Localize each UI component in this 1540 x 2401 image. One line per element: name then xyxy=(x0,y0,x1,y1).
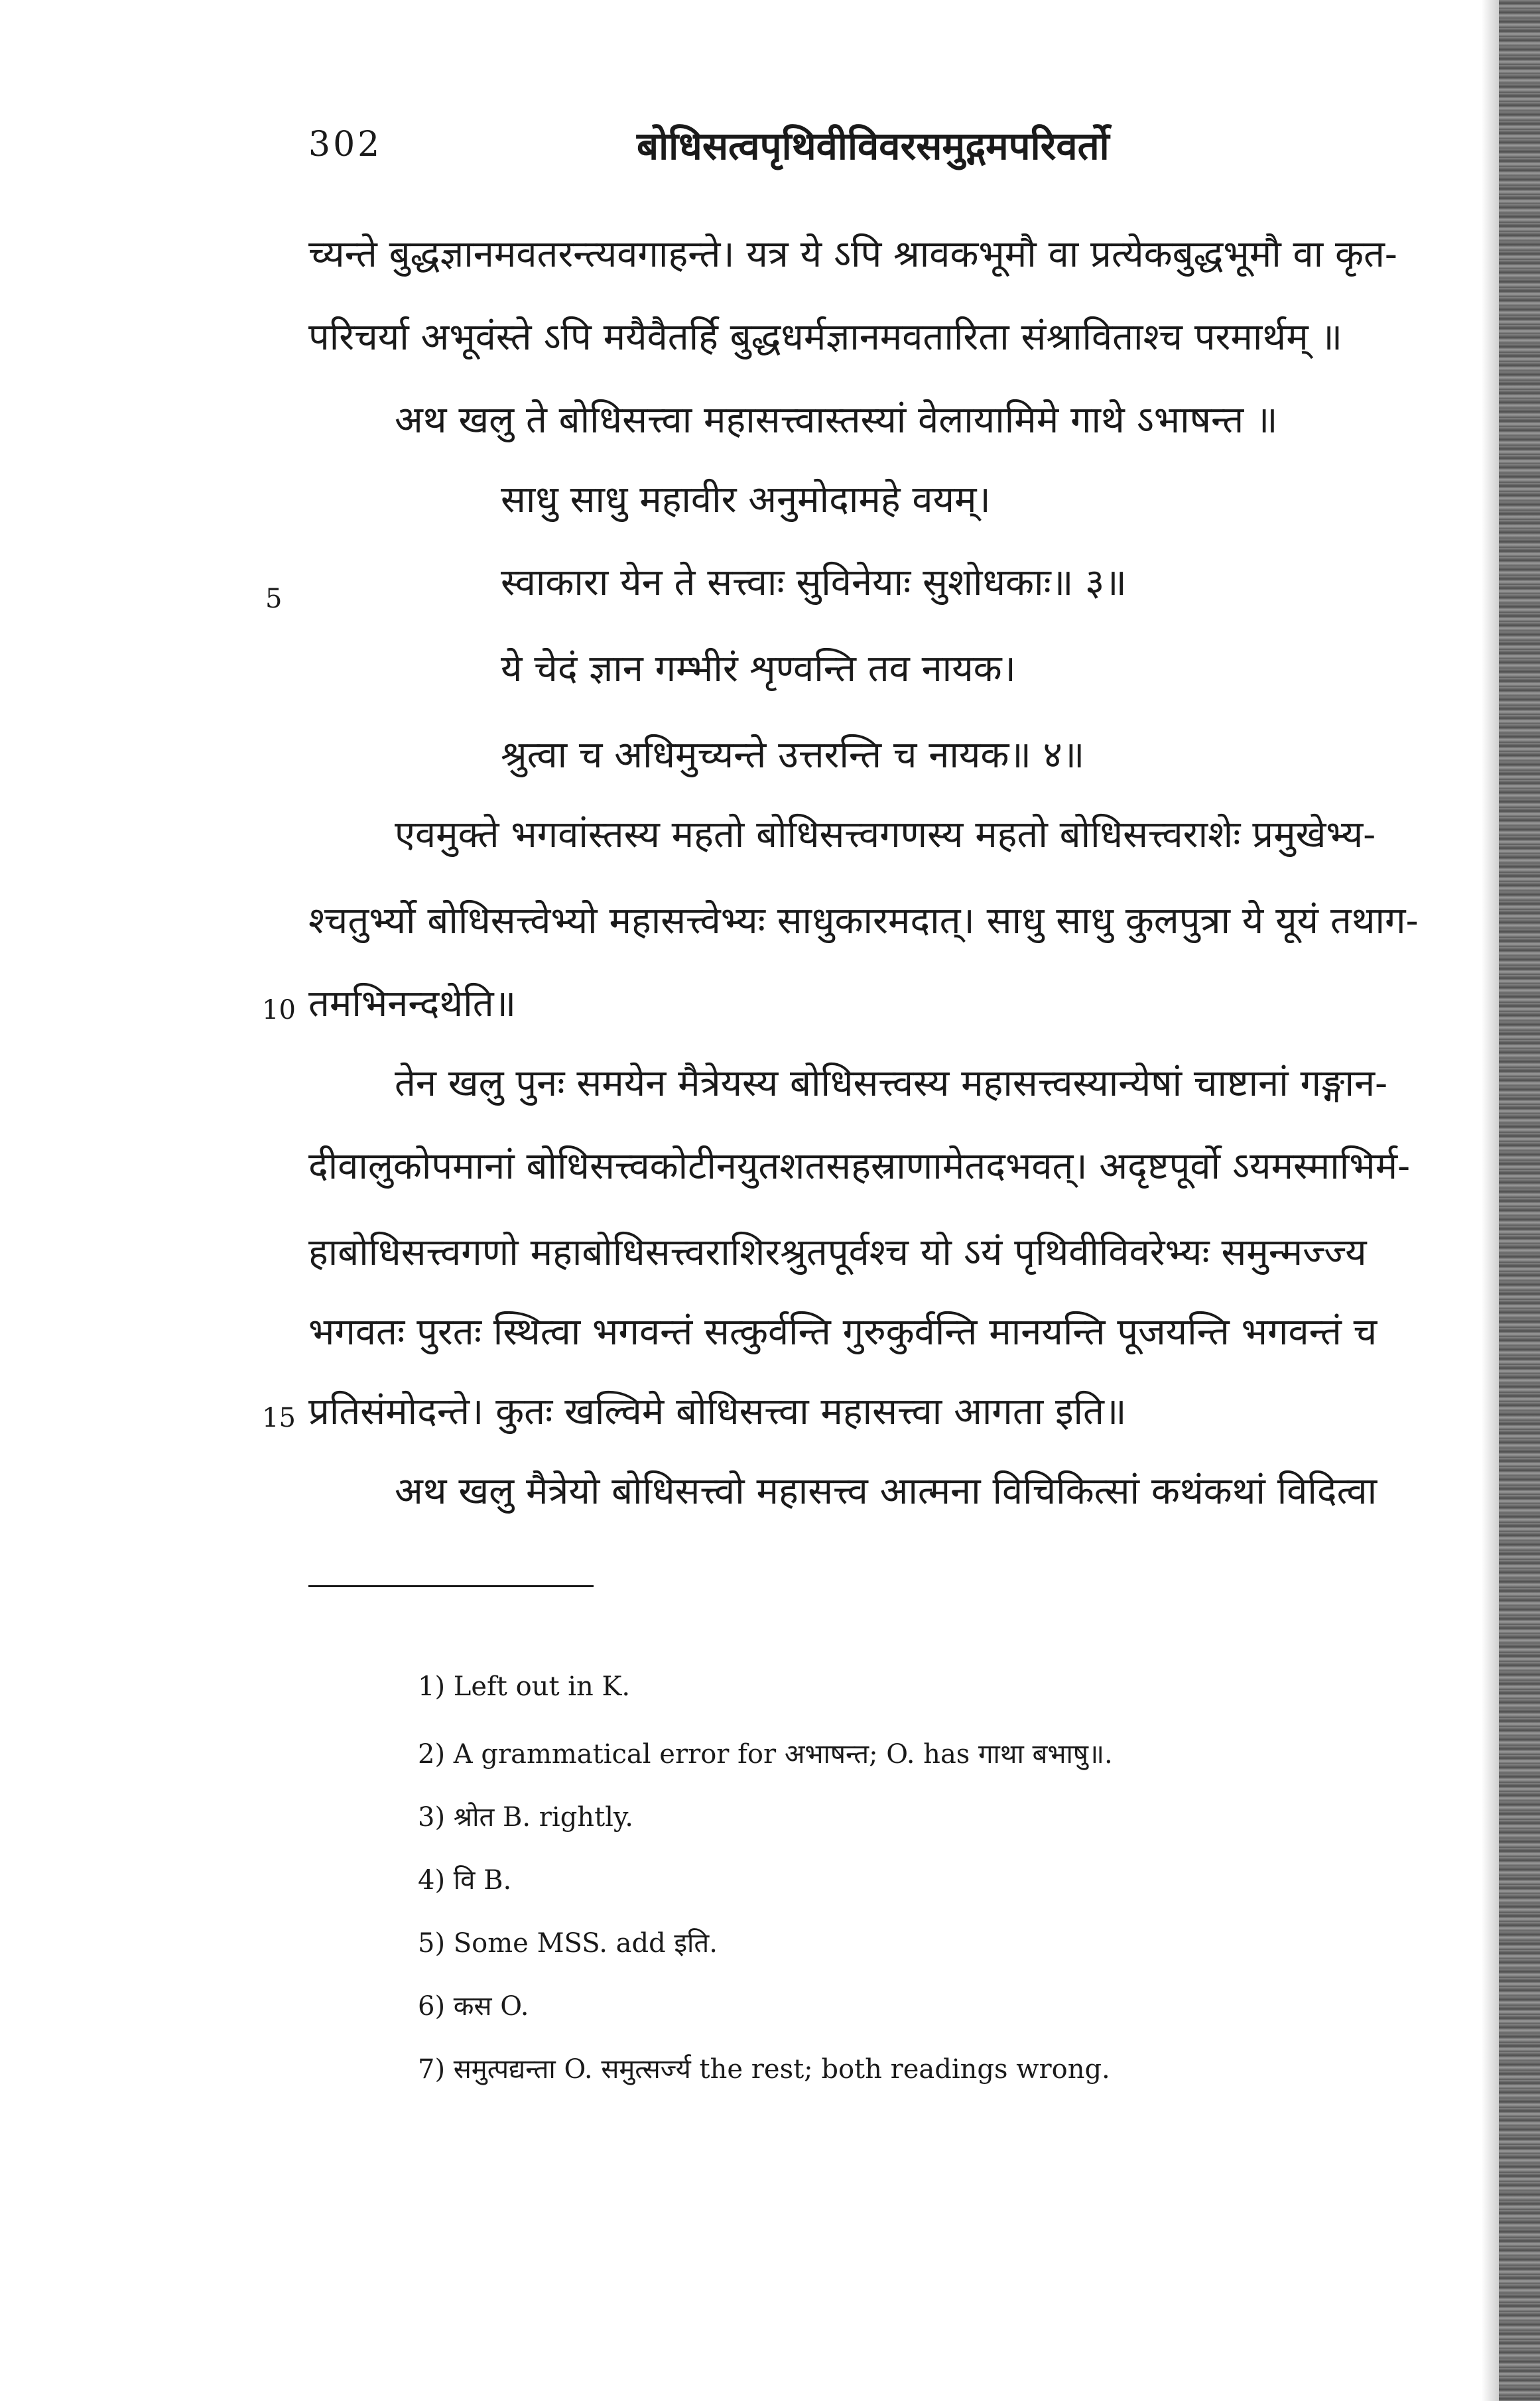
text-line: हाबोधिसत्त्वगणो महाबोधिसत्त्वराशिरश्रुतपूर्वश्च यो ऽयं पृथिवीविवरेभ्यः समुन्मज्ज्य xyxy=(308,1231,1367,1274)
footnote-rule xyxy=(308,1585,594,1587)
verse-line: श्रुत्वा च अधिमुच्यन्ते उत्तरन्ति च नायक॥ ४॥ xyxy=(501,734,1085,777)
page-number: 302 xyxy=(308,125,383,164)
footnote: 4) वि B. xyxy=(418,1865,512,1896)
scan-shadow xyxy=(1482,0,1499,2401)
footnote: 7) समुत्पद्यन्ता O. समुत्सर्ज्य the rest; both readings wrong. xyxy=(418,2054,1110,2085)
line-number: 15 xyxy=(262,1403,296,1433)
footnote: 2) A grammatical error for अभाषन्त; O. has गाथा बभाषु॥. xyxy=(418,1739,1113,1770)
verse-line: साधु साधु महावीर अनुमोदामहे वयम्। xyxy=(501,478,991,521)
footnote: 1) Left out in K. xyxy=(418,1671,631,1702)
line-number: 10 xyxy=(262,995,296,1025)
text-line: परिचर्या अभूवंस्ते ऽपि मयैवैतर्हि बुद्धधर्मज्ञानमवतारिता संश्राविताश्च परमार्थम् ॥ xyxy=(308,316,1343,359)
footnote: 3) श्रोत B. rightly. xyxy=(418,1802,633,1833)
text-line: भगवतः पुरतः स्थित्वा भगवन्तं सत्कुर्वन्ति गुरुकुर्वन्ति मानयन्ति पूजयन्ति भगवन्तं च xyxy=(308,1311,1378,1354)
text-line: च्यन्ते बुद्धज्ञानमवतरन्त्यवगाहन्ते। यत्र ये ऽपि श्रावकभूमौ वा प्रत्येकबुद्धभूमौ वा कृत- xyxy=(308,233,1397,276)
running-head: बोधिसत्वपृथिवीविवरसमुद्गमपरिवर्तो xyxy=(637,123,1110,168)
text-line: प्रतिसंमोदन्ते। कुतः खल्विमे बोधिसत्त्वा महासत्त्वा आगता इति॥ xyxy=(308,1390,1127,1433)
text-line: एवमुक्ते भगवांस्तस्य महतो बोधिसत्त्वगणस्य महतो बोधिसत्त्वराशेः प्रमुखेभ्य- xyxy=(395,813,1376,856)
verse-line: ये चेदं ज्ञान गम्भीरं शृण्वन्ति तव नायक। xyxy=(501,647,1016,690)
text-line: तमभिनन्दथेति॥ xyxy=(308,982,517,1025)
text-line: अथ खलु मैत्रेयो बोधिसत्त्वो महासत्त्व आत्मना विचिकित्सां कथंकथां विदित्वा xyxy=(395,1470,1378,1513)
text-line: अथ खलु ते बोधिसत्त्वा महासत्त्वास्तस्यां वेलायामिमे गाथे ऽभाषन्त ॥ xyxy=(395,399,1278,442)
verse-line: स्वाकारा येन ते सत्त्वाः सुविनेयाः सुशोधकाः॥ ३॥ xyxy=(501,561,1127,604)
line-number: 5 xyxy=(265,584,283,614)
scan-edge xyxy=(1499,0,1540,2401)
footnote: 5) Some MSS. add इति. xyxy=(418,1928,718,1959)
footnote: 6) कस O. xyxy=(418,1991,529,2022)
text-line: तेन खलु पुनः समयेन मैत्रेयस्य बोधिसत्त्वस्य महासत्त्वस्यान्येषां चाष्टानां गङ्गान- xyxy=(395,1062,1388,1105)
text-line: दीवालुकोपमानां बोधिसत्त्वकोटीनयुतशतसहस्राणामेतदभवत्। अदृष्टपूर्वो ऽयमस्माभिर्म- xyxy=(308,1145,1411,1188)
text-line: श्चतुर्भ्यो बोधिसत्त्वेभ्यो महासत्त्वेभ्यः साधुकारमदात्। साधु साधु कुलपुत्रा ये यूयं तथाग- xyxy=(308,899,1419,942)
